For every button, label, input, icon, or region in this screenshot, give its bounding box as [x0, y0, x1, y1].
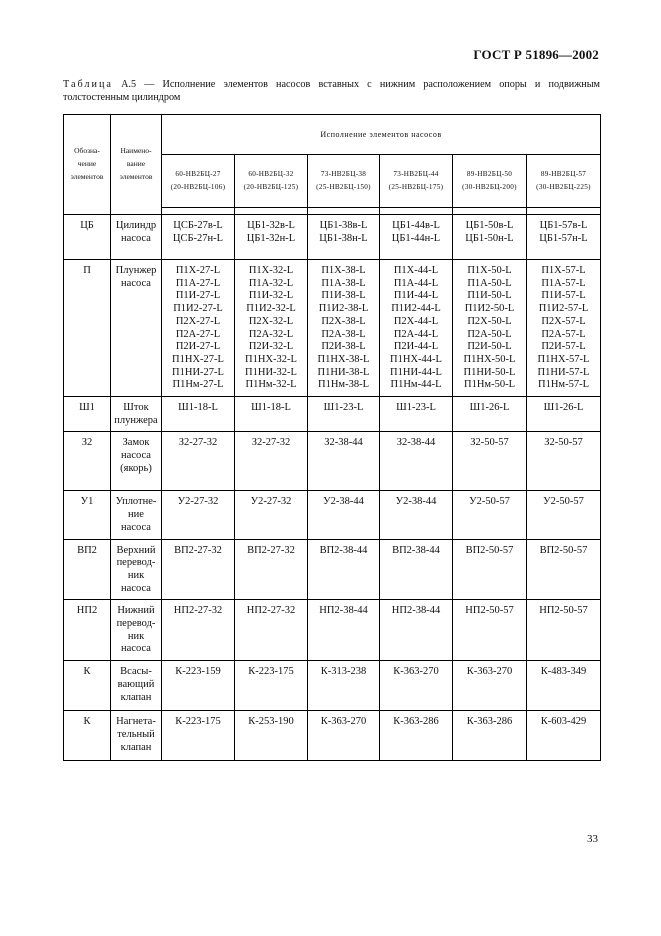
element-value: ВП2-27-32 — [162, 539, 235, 600]
element-value: З2-50-57 — [527, 432, 601, 491]
column-header: 60-НВ2БЦ-27 (20-НВ2БЦ-106) — [162, 155, 235, 208]
element-name: Уплотне- ние насоса — [111, 491, 162, 539]
element-value: К-223-175 — [235, 661, 308, 711]
element-value: ВП2-27-32 — [235, 539, 308, 600]
element-value: Ш1-26-L — [527, 397, 601, 432]
element-value: П1Х-32-L П1А-32-L П1И-32-L П1И2-32-L П2Х-32-L П2А-32-L П2И-32-L П1НХ-32-L П1НИ-32-L П1Нм-32-L — [235, 260, 308, 397]
element-name: Шток плунжера — [111, 397, 162, 432]
table-row — [64, 260, 601, 397]
element-value: У2-50-57 — [453, 491, 527, 539]
standard-header: ГОСТ Р 51896—2002 — [473, 47, 599, 62]
element-value: ЦБ1-44в-L ЦБ1-44н-L — [380, 215, 453, 260]
element-value: ВП2-38-44 — [308, 539, 380, 600]
element-value: У2-50-57 — [527, 491, 601, 539]
header-spacer — [235, 208, 308, 215]
table-row — [64, 397, 601, 432]
table-row — [64, 215, 601, 260]
element-value: К-253-190 — [235, 711, 308, 761]
element-value: Ш1-18-L — [235, 397, 308, 432]
table-row — [64, 600, 601, 661]
element-name: Верхний перевод- ник насоса — [111, 539, 162, 600]
header-execution: Исполнение элементов насосов — [162, 115, 601, 155]
element-value: З2-50-57 — [453, 432, 527, 491]
element-name: Плунжер насоса — [111, 260, 162, 397]
element-value: П1Х-44-L П1А-44-L П1И-44-L П1И2-44-L П2Х-44-L П2А-44-L П2И-44-L П1НХ-44-L П1НИ-44-L П1Нм-44-L — [380, 260, 453, 397]
element-code: НП2 — [64, 600, 111, 661]
element-value: Ш1-23-L — [308, 397, 380, 432]
element-value: П1Х-50-L П1А-50-L П1И-50-L П1И2-50-L П2Х-50-L П2А-50-L П2И-50-L П1НХ-50-L П1НИ-50-L П1Нм-50-L — [453, 260, 527, 397]
element-value: ЦСБ-27в-L ЦСБ-27н-L — [162, 215, 235, 260]
element-code: П — [64, 260, 111, 397]
element-value: К-223-159 — [162, 661, 235, 711]
element-value: ВП2-50-57 — [453, 539, 527, 600]
column-header: 73-НВ2БЦ-44 (25-НВ2БЦ-175) — [380, 155, 453, 208]
header-name: Наимено- вание элементов — [111, 115, 162, 215]
header-spacer — [380, 208, 453, 215]
element-value: Ш1-23-L — [380, 397, 453, 432]
header-designation: Обозна- чение элементов — [64, 115, 111, 215]
element-value: ЦБ1-57в-L ЦБ1-57н-L — [527, 215, 601, 260]
table-row — [64, 711, 601, 761]
element-value: З2-38-44 — [308, 432, 380, 491]
table-caption-label: Таблица — [63, 79, 113, 90]
element-value: ВП2-38-44 — [380, 539, 453, 600]
header-spacer — [453, 208, 527, 215]
table-row — [64, 661, 601, 711]
element-value: Ш1-26-L — [453, 397, 527, 432]
table-caption — [63, 79, 600, 104]
element-name: Нагнета- тельный клапан — [111, 711, 162, 761]
header-spacer — [527, 208, 601, 215]
element-name: Цилиндр насоса — [111, 215, 162, 260]
element-value: П1Х-27-L П1А-27-L П1И-27-L П1И2-27-L П2Х-27-L П2А-27-L П2И-27-L П1НХ-27-L П1НИ-27-L П1Нм-27-L — [162, 260, 235, 397]
element-value: НП2-27-32 — [235, 600, 308, 661]
column-header: 73-НВ2БЦ-38 (25-НВ2БЦ-150) — [308, 155, 380, 208]
element-value: К-363-270 — [453, 661, 527, 711]
element-value: НП2-38-44 — [308, 600, 380, 661]
element-value: П1Х-57-L П1А-57-L П1И-57-L П1И2-57-L П2Х-57-L П2А-57-L П2И-57-L П1НХ-57-L П1НИ-57-L П1Нм-57-L — [527, 260, 601, 397]
element-value: ЦБ1-38в-L ЦБ1-38н-L — [308, 215, 380, 260]
table-row — [64, 432, 601, 491]
element-value: НП2-27-32 — [162, 600, 235, 661]
column-header: 89-НВ2БЦ-57 (30-НВ2БЦ-225) — [527, 155, 601, 208]
element-value: НП2-50-57 — [453, 600, 527, 661]
element-code: К — [64, 711, 111, 761]
element-value: К-313-238 — [308, 661, 380, 711]
element-code: Ш1 — [64, 397, 111, 432]
element-value: З2-38-44 — [380, 432, 453, 491]
element-value: ВП2-50-57 — [527, 539, 601, 600]
element-value: Ш1-18-L — [162, 397, 235, 432]
table-row — [64, 539, 601, 600]
element-code: ЦБ — [64, 215, 111, 260]
table-caption-text: А.5 — Исполнение элементов насосов вставных с нижним расположением опоры и подвижным толстостенным цилиндром — [63, 79, 600, 103]
element-value: К-603-429 — [527, 711, 601, 761]
element-code: ВП2 — [64, 539, 111, 600]
element-name: Нижний перевод- ник насоса — [111, 600, 162, 661]
element-value: У2-38-44 — [308, 491, 380, 539]
element-value: ЦБ1-32в-L ЦБ1-32н-L — [235, 215, 308, 260]
element-code: К — [64, 661, 111, 711]
element-value: З2-27-32 — [162, 432, 235, 491]
element-name: Всасы- вающий клапан — [111, 661, 162, 711]
page-number: 33 — [587, 833, 598, 845]
element-value: П1Х-38-L П1А-38-L П1И-38-L П1И2-38-L П2Х-38-L П2А-38-L П2И-38-L П1НХ-38-L П1НИ-38-L П1Нм-38-L — [308, 260, 380, 397]
element-value: З2-27-32 — [235, 432, 308, 491]
element-value: К-363-270 — [308, 711, 380, 761]
element-value: К-363-286 — [453, 711, 527, 761]
column-header: 89-НВ2БЦ-50 (30-НВ2БЦ-200) — [453, 155, 527, 208]
header-spacer — [162, 208, 235, 215]
element-value: У2-38-44 — [380, 491, 453, 539]
element-value: К-363-270 — [380, 661, 453, 711]
element-value: НП2-50-57 — [527, 600, 601, 661]
table-row — [64, 491, 601, 539]
column-header: 60-НВ2БЦ-32 (20-НВ2БЦ-125) — [235, 155, 308, 208]
element-value: НП2-38-44 — [380, 600, 453, 661]
element-value: ЦБ1-50в-L ЦБ1-50н-L — [453, 215, 527, 260]
element-name: Замок насоса (якорь) — [111, 432, 162, 491]
element-value: К-363-286 — [380, 711, 453, 761]
elements-table — [63, 114, 601, 761]
element-code: З2 — [64, 432, 111, 491]
element-value: У2-27-32 — [235, 491, 308, 539]
element-code: У1 — [64, 491, 111, 539]
element-value: К-483-349 — [527, 661, 601, 711]
element-value: У2-27-32 — [162, 491, 235, 539]
header-spacer — [308, 208, 380, 215]
element-value: К-223-175 — [162, 711, 235, 761]
